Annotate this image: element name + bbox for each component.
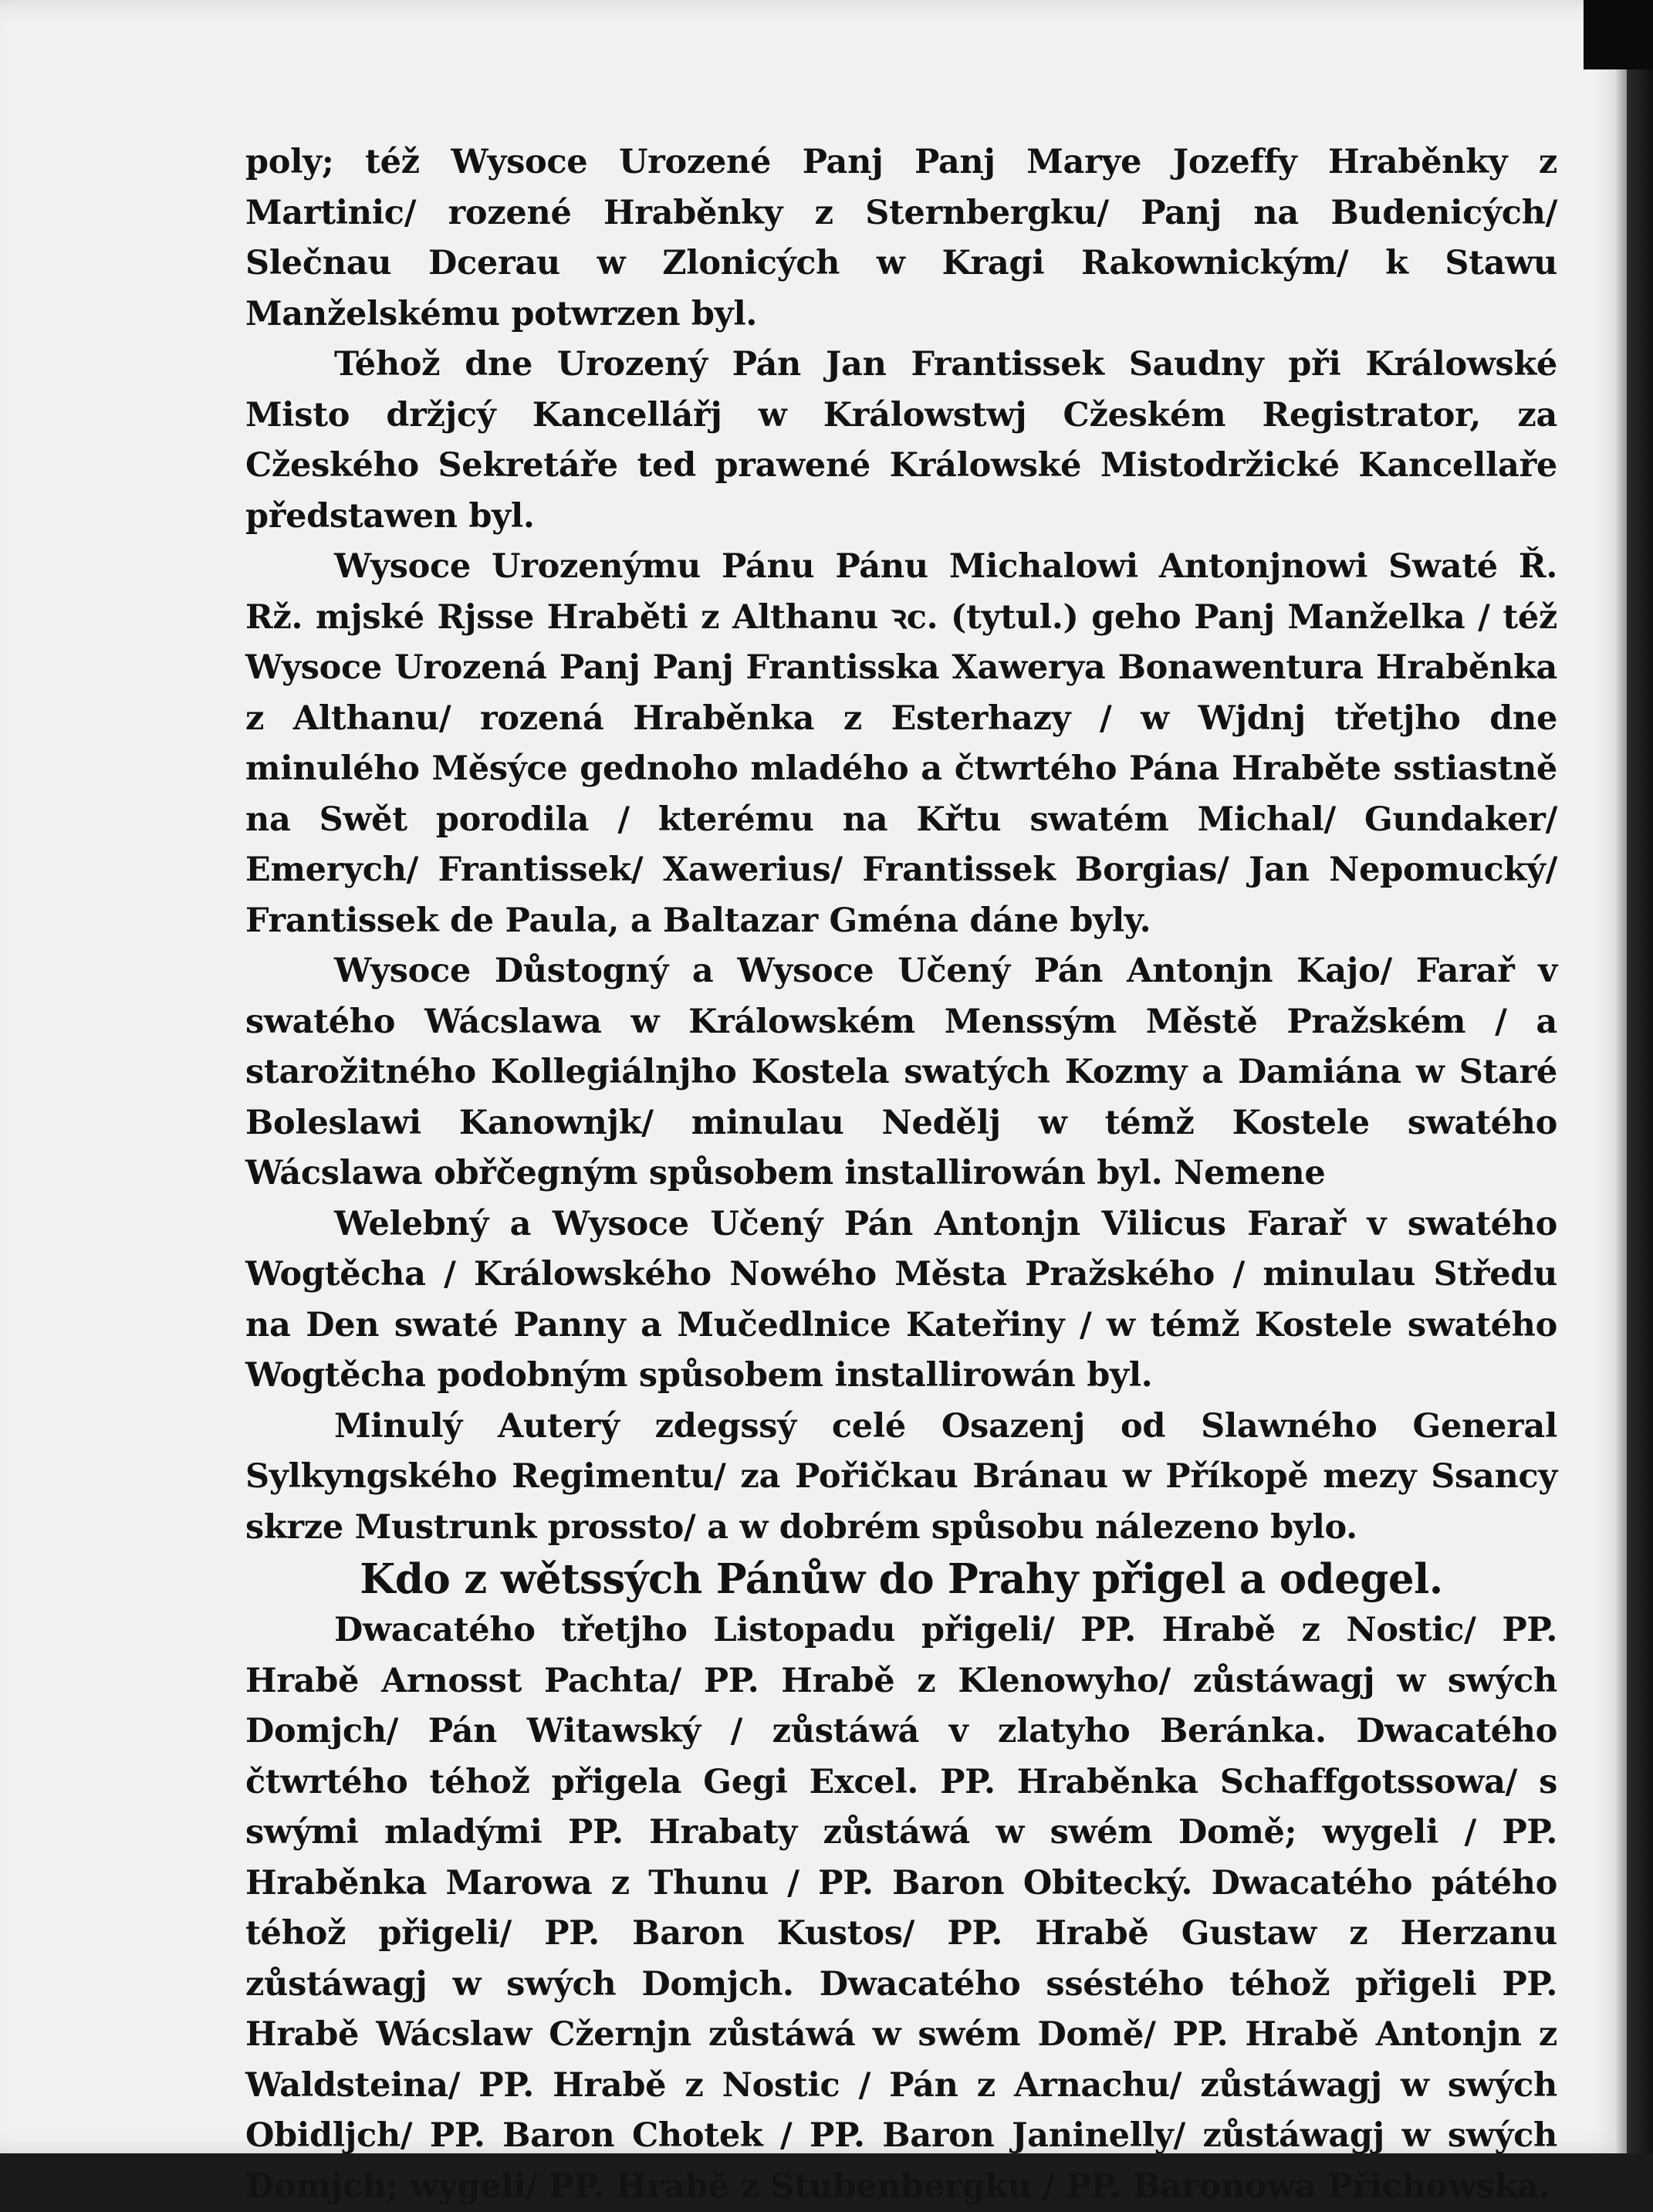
scan-border-top bbox=[1584, 0, 1653, 69]
page-edge bbox=[1616, 69, 1627, 2153]
paragraph-1: poly; též Wysoce Urozené Panj Panj Marye Jozeffy Hraběnky z Martinic/ rozené Hraběnky z Sternbergku/ Panj na Budenicých/ Slečnau Dcerau w Zlonicých w Kragi Rakownickým/ k Stawu Manželskému potwrzen byl. bbox=[245, 143, 1557, 333]
scan-border-right bbox=[1627, 69, 1653, 2153]
paragraph-2: Téhož dne Urozený Pán Jan Frantissek Saudny při Králowské Misto držjcý Kancellářj w Králowstwj Cžeském Registrator, za Cžeského Sekretáře ted prawené Králowské Mistodržické Kancellaře předstawen byl. bbox=[245, 345, 1557, 536]
document-body bbox=[245, 137, 1557, 2212]
paragraph-6: Minulý Auterý zdegssý celé Osazenj od Slawného General Sylkyngského Regimentu/ za Pořičkau Bránau w Příkopě mezy Ssancy skrze Mustrunk prossto/ a w dobrém spůsobu nálezeno bylo. bbox=[245, 1406, 1557, 1547]
paragraph-7: Dwacatého třetjho Listopadu přigeli/ PP. Hrabě z Nostic/ PP. Hrabě Arnosst Pachta/ PP. Hrabě z Klenowyho/ zůstáwagj w swých Domjch/ Pán Witawský / zůstáwá v zlatyho Beránka. Dwacatého čtwrtého téhož přigela Gegi Excel. PP. Hraběnka Schaffgotssowa/ s swými mladými PP. Hrabaty zůstáwá w swém Domě; wygeli / PP. Hraběnka Marowa z Thunu / PP. Baron Obitecký. Dwacatého pátého téhož přigeli/ PP. Baron Kustos/ PP. Hrabě Gustaw z Herzanu zůstáwagj w swých Domjch. Dwacatého sséstého téhož přigeli PP. Hrabě Wácslaw Cžernjn zůstáwá w swém Domě/ PP. Hrabě Antonjn z Waldsteina/ PP. Hrabě z Nostic / Pán z Arnachu/ zůstáwagj w swých Obidljch/ PP. Baron Chotek / PP. Baron Janinelly/ zůstáwagj w swých Domjch; wygeli/ PP. Hrabě z Stubenbergku / PP. Baronowa Přichowska. bbox=[245, 1611, 1557, 2206]
section-heading: Kdo z wětssých Pánůw do Prahy přigel a odegel. bbox=[360, 1555, 1443, 1603]
paragraph-3: Wysoce Urozenýmu Pánu Pánu Michalowi Antonjnowi Swaté Ř. Rž. mjské Rjsse Hraběti z Althanu ꝛc. (tytul.) geho Panj Manželka / též Wysoce Urozená Panj Panj Frantisska Xawerya Bonawentura Hraběnka z Althanu/ rozená Hraběnka z Esterhazy / w Wjdnj třetjho dne minulého Měsýce gednoho mladého a čtwrtého Pána Hraběte sstiastně na Swět porodila / kterému na Křtu swatém Michal/ Gundaker/ Emerych/ Frantissek/ Xawerius/ Frantissek Borgias/ Jan Nepomucký/ Frantissek de Paula, a Baltazar Gména dáne byly. bbox=[245, 547, 1557, 940]
paragraph-5: Welebný a Wysoce Učený Pán Antonjn Vilicus Farař v swatého Wogtěcha / Králowského Nowého Města Pražského / minulau Středu na Den swaté Panny a Mučedlnice Kateřiny / w témž Kostele swatého Wogtěcha podobným spůsobem installirowán byl. bbox=[245, 1204, 1557, 1395]
paragraph-4: Wysoce Důstogný a Wysoce Učený Pán Antonjn Kajo/ Farař v swatého Wácslawa w Králowském Menssým Městě Pražském / a starožitného Kollegiálnjho Kostela swatých Kozmy a Damiána w Staré Boleslawi Kanownjk/ minulau Nedělj w témž Kostele swatého Wácslawa obřčegným spůsobem installirowán byl. Nemene bbox=[245, 952, 1557, 1192]
